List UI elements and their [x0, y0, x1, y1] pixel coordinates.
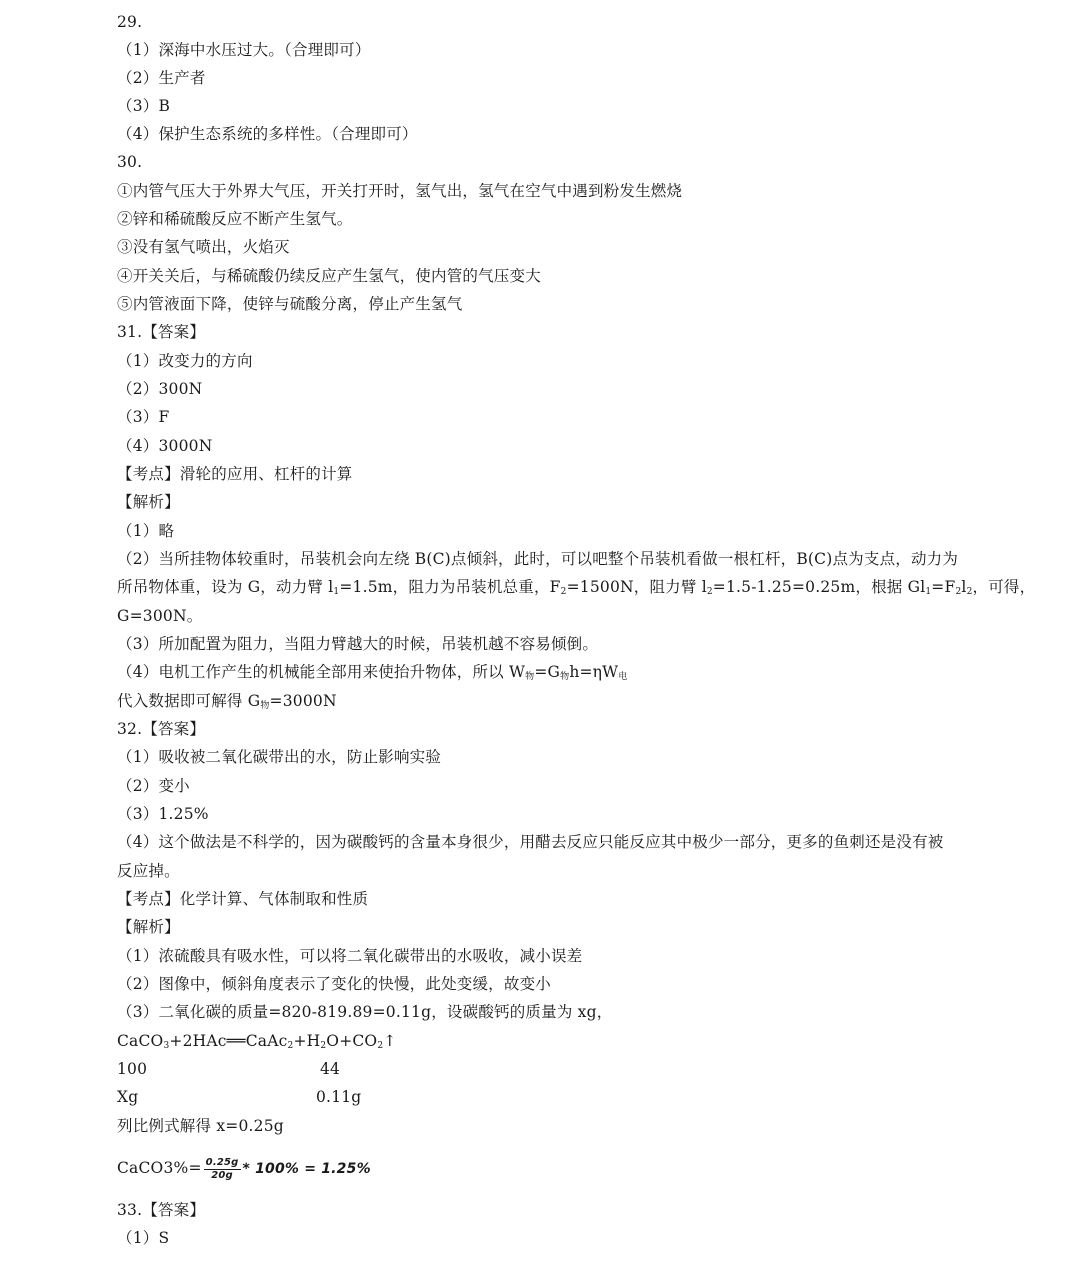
subscript: 电 [618, 672, 628, 682]
text-run: +H [293, 1032, 321, 1050]
q31-analysis-4 [117, 658, 984, 686]
q30-step-3: ③没有氢气喷出，火焰灭 [117, 238, 290, 256]
q31-answer-3: （3）F [117, 408, 170, 426]
question-31-answer-heading: 31.【答案】 [117, 323, 206, 341]
q31-analysis-2-line2 [117, 573, 1036, 601]
co2-molar-mass: 44 [320, 1060, 341, 1078]
text-run: =1.5m，阻力为吊装机总重，F [339, 578, 561, 596]
subscript: 1 [925, 587, 932, 597]
subscript: 物 [260, 701, 270, 711]
text-run: =F [931, 578, 956, 596]
subscript: 2 [287, 1041, 294, 1051]
q32-answer-4-line2: 反应掉。 [117, 862, 180, 880]
q32-analysis-1: （1）浓硫酸具有吸水性，可以将二氧化碳带出的水吸收，减小误差 [117, 947, 583, 965]
text-run: （4）电机工作产生的机械能全部用来使抬升物体，所以 W [117, 663, 526, 681]
q29-answer-1: （1）深海中水压过大。（合理即可） [117, 41, 371, 59]
q31-analysis-1: （1）略 [117, 522, 175, 540]
fraction [204, 1157, 241, 1182]
question-30-number: 30. [117, 153, 143, 171]
q30-step-1: ①内管气压大于外界大气压，开关打开时，氢气出，氢气在空气中遇到粉发生燃烧 [117, 182, 683, 200]
q32-analysis-3: （3）二氧化碳的质量=820-819.89=0.11g，设碳酸钙的质量为 xg， [117, 1003, 613, 1021]
text-run: 代入数据即可解得 G [117, 692, 261, 710]
q30-step-5: ⑤内管液面下降，使锌与硫酸分离，停止产生氢气 [117, 295, 463, 313]
subscript: 2 [966, 587, 973, 597]
text-run: 所吊物体重，设为 G，动力臂 l [117, 578, 334, 596]
subscript: 物 [560, 672, 570, 682]
q31-answer-4: （4）3000N [117, 437, 213, 455]
subscript: 2 [377, 1041, 384, 1051]
q29-answer-3: （3）B [117, 97, 171, 115]
q31-answer-1: （1）改变力的方向 [117, 352, 253, 370]
co2-mass: 0.11g [316, 1088, 362, 1106]
text-run: =1.5-1.25=0.25m，根据 Gl [712, 578, 926, 596]
q31-analysis-3: （3）所加配置为阻力，当阻力臂越大的时候，吊装机越不容易倾倒。 [117, 635, 599, 653]
formula-result: * 100% = 1.25% [242, 1161, 371, 1177]
q31-analysis-heading: 【解析】 [117, 493, 180, 511]
q32-analysis-heading: 【解析】 [117, 918, 180, 936]
subscript: 1 [333, 587, 340, 597]
text-run: ，可得， [972, 578, 1036, 596]
fraction-denominator: 20g [211, 1169, 233, 1181]
text-run: =G [534, 663, 561, 681]
text-run: CaCO [117, 1032, 164, 1050]
subscript: 2 [955, 587, 962, 597]
q31-analysis-result [117, 687, 984, 715]
proportion-result: 列比例式解得 x=0.25g [117, 1117, 284, 1135]
q33-answer-1: （1）S [117, 1229, 170, 1247]
text-run: h=ηW [569, 663, 619, 681]
text-run: l [961, 578, 967, 596]
text-run: =3000N [269, 692, 337, 710]
subscript: 2 [706, 587, 713, 597]
formula-label: CaCO3%= [117, 1159, 202, 1177]
text-run: =1500N，阻力臂 l [566, 578, 707, 596]
caco3-molar-mass: 100 [117, 1060, 148, 1078]
fraction-numerator: 0.25g [205, 1156, 239, 1168]
caco3-mass: Xg [117, 1088, 139, 1106]
q31-analysis-2-line1: （2）当所挂物体较重时，吊装机会向左绕 B(C)点倾斜，此时，可以吧整个吊装机看做一根杠杆，B(C)点为支点，动力为 [117, 550, 959, 568]
text-run: +2HAc══CaAc [169, 1032, 288, 1050]
question-29-number: 29. [117, 13, 143, 31]
q32-answer-1: （1）吸收被二氧化碳带出的水，防止影响实验 [117, 748, 442, 766]
q32-answer-3: （3）1.25% [117, 805, 209, 823]
q29-answer-2: （2）生产者 [117, 69, 206, 87]
q31-analysis-2-line3: G=300N。 [117, 607, 203, 625]
q31-answer-2: （2）300N [117, 380, 203, 398]
q31-key-points: 【考点】滑轮的应用、杠杆的计算 [117, 465, 353, 483]
percentage-formula [117, 1152, 984, 1184]
chemical-equation [117, 1027, 984, 1055]
question-33-answer-heading: 33.【答案】 [117, 1201, 206, 1219]
mass-row [117, 1083, 984, 1111]
q32-analysis-2: （2）图像中，倾斜角度表示了变化的快慢，此处变缓，故变小 [117, 975, 551, 993]
q32-answer-2: （2）变小 [117, 777, 190, 795]
subscript: 2 [560, 587, 567, 597]
q29-answer-4: （4）保护生态系统的多样性。（合理即可） [117, 125, 418, 143]
q30-step-2: ②锌和稀硫酸反应不断产生氢气。 [117, 210, 353, 228]
q30-step-4: ④开关关后，与稀硫酸仍续反应产生氢气，使内管的气压变大 [117, 267, 541, 285]
q32-key-points: 【考点】化学计算、气体制取和性质 [117, 890, 369, 908]
molar-mass-row [117, 1055, 984, 1083]
question-32-answer-heading: 32.【答案】 [117, 720, 206, 738]
subscript: 物 [525, 672, 535, 682]
q32-answer-4-line1: （4）这个做法是不科学的，因为碳酸钙的含量本身很少，用醋去反应只能反应其中极少一部分，更多的鱼刺还是没有被 [117, 833, 944, 851]
text-run: O+CO [326, 1032, 378, 1050]
subscript: 2 [320, 1041, 327, 1051]
text-run: ↑ [383, 1032, 397, 1050]
subscript: 3 [163, 1041, 170, 1051]
